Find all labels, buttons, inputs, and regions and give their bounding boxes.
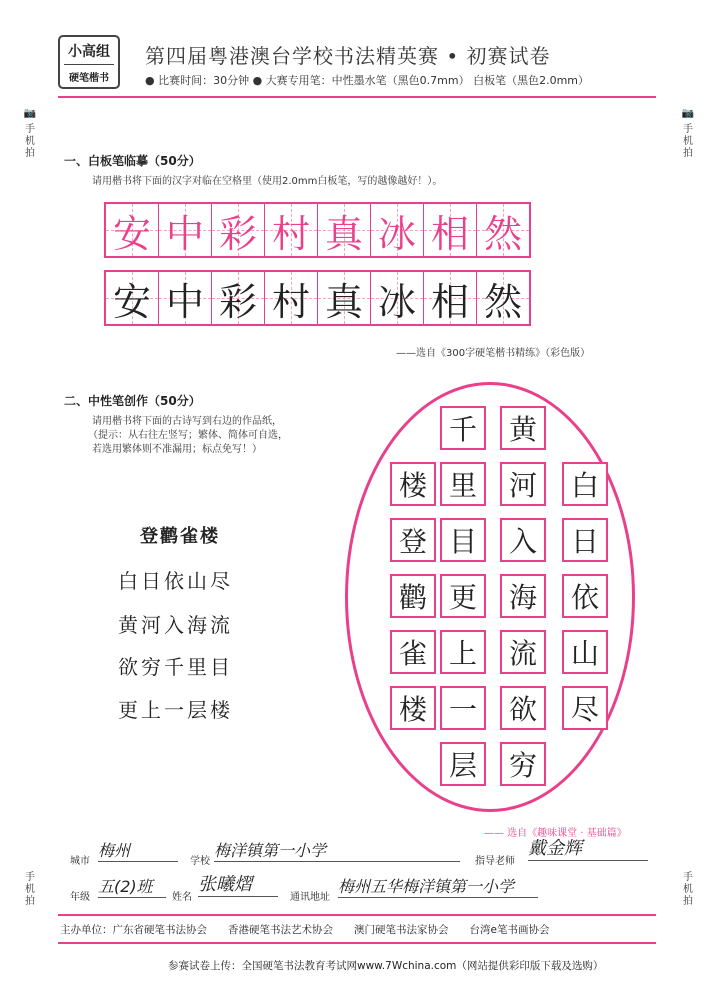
artwork-cell: 更 bbox=[440, 574, 486, 618]
grid-character: 相 bbox=[430, 279, 469, 324]
grid-character: 然 bbox=[483, 211, 522, 256]
grid-character: 中 bbox=[165, 211, 204, 256]
group-label: 小高组 bbox=[64, 41, 114, 65]
section1-source: ——选自《300字硬笔楷书精练》（彩色版） bbox=[396, 348, 591, 359]
exam-subtitle: ● 比赛时间：30分钟 ● 大赛专用笔：中性墨水笔（黑色0.7mm） 白板笔（黑色2.0mm） bbox=[145, 74, 590, 87]
artwork-cell: 欲 bbox=[500, 686, 546, 730]
poem-title: 登鹳雀楼 bbox=[140, 526, 220, 547]
side-label-bottom-right: 手机拍 bbox=[683, 872, 693, 907]
teacher-field[interactable]: 戴金辉 bbox=[528, 834, 648, 861]
grid-cell bbox=[212, 204, 265, 256]
artwork-cell: 海 bbox=[500, 574, 546, 618]
poem-line: 更上一层楼 bbox=[118, 698, 233, 722]
camera-icon: 📷 bbox=[681, 108, 695, 119]
artwork-cell: 登 bbox=[390, 518, 436, 562]
school-field[interactable]: 梅洋镇第一小学 bbox=[214, 838, 460, 862]
written-character-row bbox=[104, 270, 531, 326]
grid-cell bbox=[424, 272, 477, 324]
poem-line: 黄河入海流 bbox=[118, 613, 233, 637]
model-character-row bbox=[104, 202, 531, 258]
artwork-cell: 依 bbox=[562, 574, 608, 618]
grid-cell bbox=[477, 272, 529, 324]
grid-character: 彩 bbox=[218, 211, 257, 256]
grid-character: 然 bbox=[483, 279, 522, 324]
artwork-cell: 日 bbox=[562, 518, 608, 562]
side-label-top-right: 手机拍 bbox=[683, 124, 693, 159]
section2-instruction-3: 若选用繁体则不准漏用；标点免写！） bbox=[92, 444, 262, 455]
artwork-cell: 尽 bbox=[562, 686, 608, 730]
artwork-cell: 入 bbox=[500, 518, 546, 562]
teacher-label: 指导老师 bbox=[475, 856, 515, 867]
name-label: 姓名 bbox=[172, 892, 192, 903]
exam-title: 第四届粤港澳台学校书法精英赛 • 初赛试卷 bbox=[145, 44, 551, 68]
grade-field[interactable]: 五(2)班 bbox=[98, 874, 166, 898]
grid-character: 相 bbox=[430, 211, 469, 256]
footer-divider bbox=[58, 914, 656, 916]
grid-character: 冰 bbox=[377, 279, 416, 324]
grid-cell bbox=[106, 204, 159, 256]
artwork-cell: 千 bbox=[440, 406, 486, 450]
city-label: 城市 bbox=[70, 856, 90, 867]
artwork-cell: 雀 bbox=[390, 630, 436, 674]
side-label-top-left: 手机拍 bbox=[25, 124, 35, 159]
artwork-cell: 目 bbox=[440, 518, 486, 562]
poem-line: 欲穷千里目 bbox=[118, 655, 233, 679]
poem-line: 白日依山尽 bbox=[118, 569, 233, 593]
address-field[interactable]: 梅州五华梅洋镇第一小学 bbox=[338, 874, 538, 898]
grid-character: 中 bbox=[165, 279, 204, 324]
section2-instruction-2: （提示：从右往左竖写；繁体、简体可自选， bbox=[88, 430, 288, 441]
name-field[interactable]: 张曦熠 bbox=[198, 870, 278, 897]
grid-character: 冰 bbox=[377, 211, 416, 256]
camera-icon: 📷 bbox=[23, 108, 37, 119]
artwork-cell: 穷 bbox=[500, 742, 546, 786]
artwork-cell: 山 bbox=[562, 630, 608, 674]
side-label-bottom-left: 手机拍 bbox=[25, 872, 35, 907]
artwork-cell: 楼 bbox=[390, 462, 436, 506]
city-field[interactable]: 梅州 bbox=[98, 838, 178, 862]
grid-cell bbox=[212, 272, 265, 324]
grid-character: 彩 bbox=[218, 279, 257, 324]
section2-heading: 二、中性笔创作（50分） bbox=[64, 394, 201, 408]
grid-cell bbox=[265, 272, 318, 324]
artwork-cell: 楼 bbox=[390, 686, 436, 730]
upload-line: 参赛试卷上传：全国硬笔书法教育考试网www.7Wchina.com（网站提供彩印版下载及选购） bbox=[168, 960, 604, 972]
grid-cell bbox=[106, 272, 159, 324]
grade-label: 年级 bbox=[70, 892, 90, 903]
grid-character: 真 bbox=[324, 211, 363, 256]
grid-cell bbox=[318, 272, 371, 324]
school-label: 学校 bbox=[190, 856, 210, 867]
section1-heading: 一、白板笔临摹（50分） bbox=[64, 154, 201, 168]
grid-character: 村 bbox=[271, 211, 310, 256]
group-badge bbox=[58, 35, 120, 89]
artwork-cell: 流 bbox=[500, 630, 546, 674]
grid-cell bbox=[424, 204, 477, 256]
grid-cell bbox=[265, 204, 318, 256]
grid-cell bbox=[477, 204, 529, 256]
artwork-cell: 一 bbox=[440, 686, 486, 730]
artwork-cell: 白 bbox=[562, 462, 608, 506]
artwork-cell: 河 bbox=[500, 462, 546, 506]
grid-character: 安 bbox=[112, 279, 151, 324]
header-divider bbox=[58, 96, 656, 98]
address-label: 通讯地址 bbox=[290, 892, 330, 903]
artwork-cell: 里 bbox=[440, 462, 486, 506]
grid-cell bbox=[371, 272, 424, 324]
category-label: 硬笔楷书 bbox=[69, 73, 109, 84]
grid-cell bbox=[159, 204, 212, 256]
artwork-cell: 上 bbox=[440, 630, 486, 674]
section1-instruction: 请用楷书将下面的汉字对临在空格里（使用2.0mm白板笔，写的越像越好！）。 bbox=[92, 176, 443, 187]
grid-cell bbox=[318, 204, 371, 256]
section2-instruction-1: 请用楷书将下面的古诗写到右边的作品纸， bbox=[92, 416, 282, 427]
section2-source: —— 选自《趣味课堂 · 基础篇》 bbox=[484, 828, 627, 839]
footer-divider bbox=[58, 942, 656, 944]
artwork-cell: 鹳 bbox=[390, 574, 436, 618]
artwork-cell: 黄 bbox=[500, 406, 546, 450]
grid-character: 村 bbox=[271, 279, 310, 324]
grid-character: 真 bbox=[324, 279, 363, 324]
organizers-line: 主办单位：广东省硬笔书法协会 香港硬笔书法艺术协会 澳门硬笔书法家协会 台湾e笔书画协会 bbox=[60, 924, 550, 936]
grid-cell bbox=[159, 272, 212, 324]
artwork-cell: 层 bbox=[440, 742, 486, 786]
grid-cell bbox=[371, 204, 424, 256]
grid-character: 安 bbox=[112, 211, 151, 256]
